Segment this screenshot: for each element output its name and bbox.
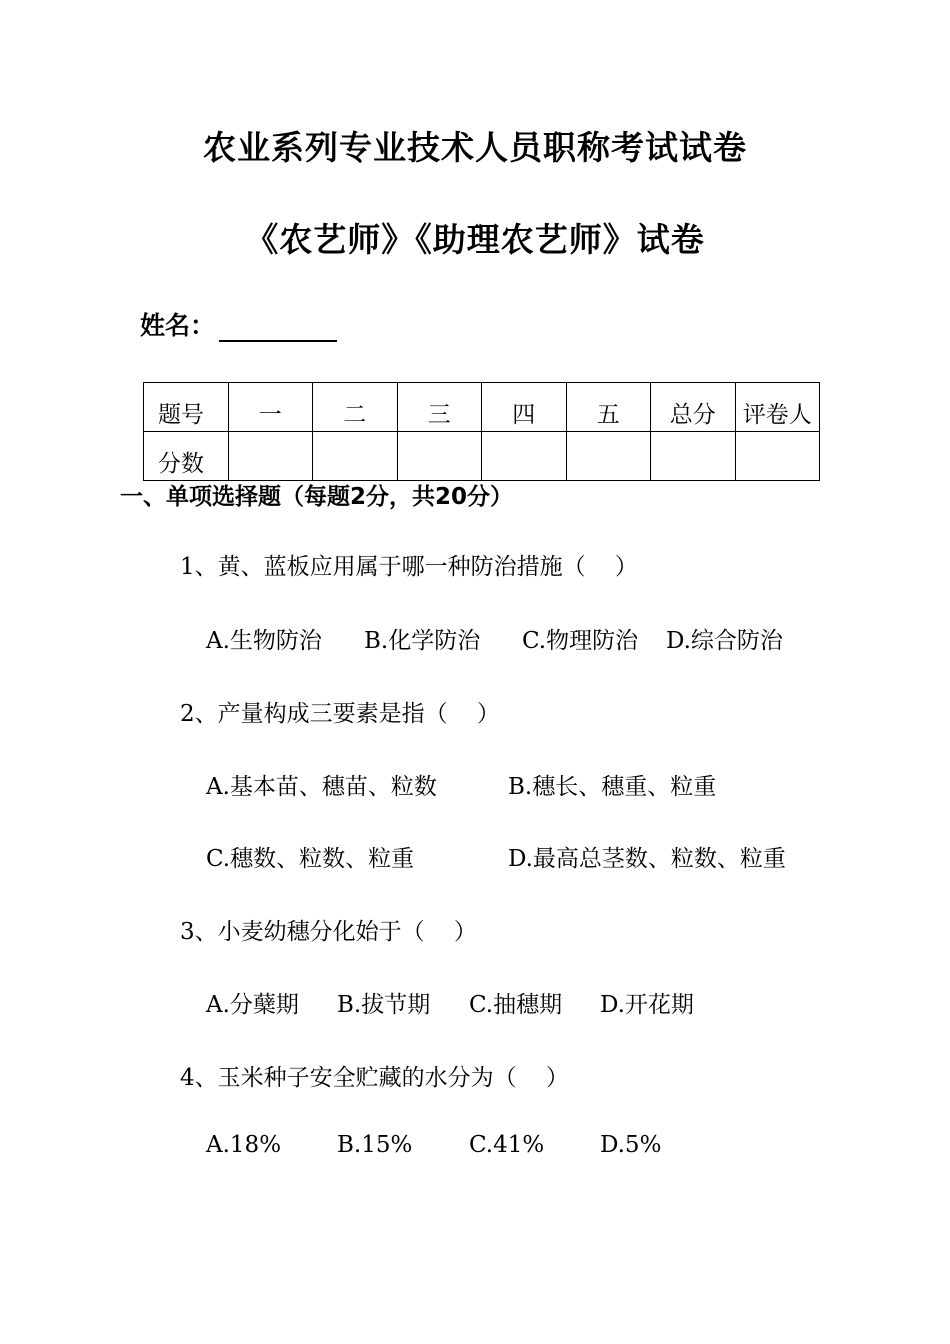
q3-option-b: B.拔节期: [337, 992, 431, 1018]
question-1: 1、黄、蓝板应用属于哪一种防治措施（ ）: [180, 554, 638, 580]
score-table-score-row: [144, 432, 820, 481]
header-cell-1: 一: [228, 383, 313, 432]
q3-option-c: C.抽穗期: [469, 992, 563, 1018]
q2-option-d: D.最高总茎数、粒数、粒重: [508, 846, 786, 872]
score-row-label: 分数: [144, 432, 229, 481]
score-cell-2[interactable]: [313, 432, 398, 481]
score-cell-1[interactable]: [228, 432, 313, 481]
q3-option-a: A.分蘖期: [206, 992, 299, 1018]
q2-option-b: B.穗长、穗重、粒重: [508, 774, 717, 800]
exam-title: 农业系列专业技术人员职称考试试卷: [203, 128, 747, 167]
q4-option-b: B.15%: [337, 1132, 413, 1158]
name-field: [140, 306, 337, 342]
q1-option-d: D.综合防治: [666, 628, 783, 654]
score-cell-grader[interactable]: [735, 432, 820, 481]
q1-option-a: A.生物防治: [206, 628, 322, 654]
q1-option-c: C.物理防治: [522, 628, 639, 654]
exam-subtitle: 《农艺师》《助理农艺师》试卷: [245, 220, 705, 259]
question-2: 2、产量构成三要素是指（ ）: [180, 701, 500, 727]
name-blank-line[interactable]: [219, 312, 337, 342]
name-label: 姓名：: [140, 311, 216, 340]
q4-option-d: D.5%: [600, 1132, 662, 1158]
score-cell-3[interactable]: [397, 432, 482, 481]
score-cell-5[interactable]: [566, 432, 651, 481]
q1-option-b: B.化学防治: [364, 628, 481, 654]
section-heading: 一、单项选择题（每题2分，共20分）: [120, 484, 514, 510]
score-cell-total[interactable]: [651, 432, 736, 481]
header-cell-5: 五: [566, 383, 651, 432]
question-3: 3、小麦幼穗分化始于（ ）: [180, 919, 477, 945]
q4-option-c: C.41%: [469, 1132, 545, 1158]
header-cell-grader: 评卷人: [735, 383, 820, 432]
header-cell-total: 总分: [651, 383, 736, 432]
q2-option-a: A.基本苗、穗苗、粒数: [206, 774, 437, 800]
question-4: 4、玉米种子安全贮藏的水分为（ ）: [180, 1065, 569, 1091]
header-cell-3: 三: [397, 383, 482, 432]
header-cell-question-no: 题号: [144, 383, 229, 432]
score-table: [143, 382, 820, 481]
q4-option-a: A.18%: [206, 1132, 282, 1158]
header-cell-2: 二: [313, 383, 398, 432]
header-cell-4: 四: [482, 383, 567, 432]
q3-option-d: D.开花期: [600, 992, 694, 1018]
q2-option-c: C.穗数、粒数、粒重: [206, 846, 415, 872]
score-table-header-row: [144, 383, 820, 432]
score-cell-4[interactable]: [482, 432, 567, 481]
